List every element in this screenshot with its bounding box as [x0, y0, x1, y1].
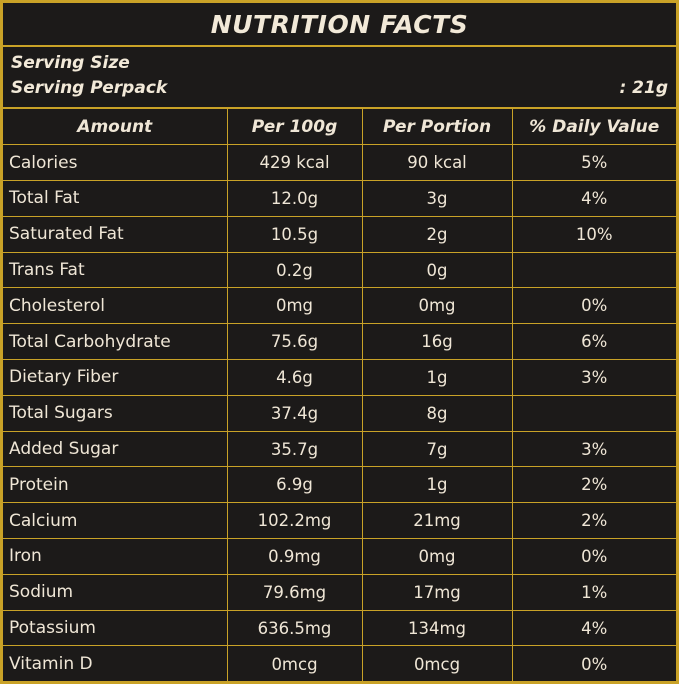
nutrient-daily-value: 1%	[512, 574, 676, 610]
nutrient-daily-value: 0%	[512, 646, 676, 682]
table-row	[3, 431, 676, 467]
nutrient-per-100g: 0mcg	[227, 646, 362, 682]
nutrient-per-100g: 6.9g	[227, 467, 362, 503]
nutrient-daily-value	[512, 395, 676, 431]
serving-info	[3, 47, 676, 109]
nutrient-name: Saturated Fat	[3, 216, 227, 252]
serving-perpack-value: : 21g	[619, 78, 668, 98]
column-header-per-portion: Per Portion	[362, 109, 512, 145]
nutrient-per-portion: 1g	[362, 360, 512, 396]
table-row	[3, 288, 676, 324]
serving-size-label: Serving Size	[11, 53, 130, 73]
nutrient-per-100g: 102.2mg	[227, 503, 362, 539]
nutrient-name: Total Fat	[3, 181, 227, 217]
table-row	[3, 646, 676, 682]
nutrient-per-portion: 3g	[362, 181, 512, 217]
nutrient-name: Dietary Fiber	[3, 360, 227, 396]
nutrient-per-portion: 90 kcal	[362, 145, 512, 181]
table-header	[3, 109, 676, 145]
table-row	[3, 467, 676, 503]
nutrient-name: Added Sugar	[3, 431, 227, 467]
nutrient-name: Potassium	[3, 610, 227, 646]
column-header-per-100g: Per 100g	[227, 109, 362, 145]
nutrient-per-portion: 0g	[362, 252, 512, 288]
panel-title-row	[3, 3, 676, 47]
nutrient-per-100g: 37.4g	[227, 395, 362, 431]
nutrient-daily-value: 3%	[512, 431, 676, 467]
nutrient-per-portion: 17mg	[362, 574, 512, 610]
nutrient-daily-value: 3%	[512, 360, 676, 396]
serving-size-row	[11, 51, 668, 76]
nutrient-per-100g: 4.6g	[227, 360, 362, 396]
table-row	[3, 539, 676, 575]
nutrient-per-portion: 16g	[362, 324, 512, 360]
nutrient-per-100g: 10.5g	[227, 216, 362, 252]
nutrient-name: Iron	[3, 539, 227, 575]
column-header-amount: Amount	[3, 109, 227, 145]
nutrient-per-portion: 2g	[362, 216, 512, 252]
nutrient-daily-value: 0%	[512, 539, 676, 575]
nutrient-daily-value: 0%	[512, 288, 676, 324]
table-row	[3, 360, 676, 396]
nutrient-daily-value: 5%	[512, 145, 676, 181]
nutrient-daily-value: 4%	[512, 610, 676, 646]
nutrient-per-100g: 429 kcal	[227, 145, 362, 181]
nutrient-name: Trans Fat	[3, 252, 227, 288]
table-row	[3, 503, 676, 539]
nutrient-per-portion: 8g	[362, 395, 512, 431]
table-header-row	[3, 109, 676, 145]
nutrient-daily-value: 2%	[512, 467, 676, 503]
nutrient-per-portion: 0mcg	[362, 646, 512, 682]
column-header-daily-value: % Daily Value	[512, 109, 676, 145]
nutrient-per-100g: 0.2g	[227, 252, 362, 288]
table-row	[3, 181, 676, 217]
nutrient-per-portion: 0mg	[362, 539, 512, 575]
table-row	[3, 216, 676, 252]
nutrient-name: Calories	[3, 145, 227, 181]
nutrient-per-portion: 1g	[362, 467, 512, 503]
serving-perpack-label: Serving Perpack	[11, 78, 168, 98]
nutrient-daily-value	[512, 252, 676, 288]
table-row	[3, 610, 676, 646]
nutrient-per-100g: 0mg	[227, 288, 362, 324]
nutrient-per-portion: 21mg	[362, 503, 512, 539]
nutrient-name: Sodium	[3, 574, 227, 610]
nutrient-name: Cholesterol	[3, 288, 227, 324]
nutrient-per-100g: 79.6mg	[227, 574, 362, 610]
table-row	[3, 395, 676, 431]
nutrient-name: Vitamin D	[3, 646, 227, 682]
nutrient-daily-value: 10%	[512, 216, 676, 252]
nutrient-per-portion: 0mg	[362, 288, 512, 324]
nutrient-name: Calcium	[3, 503, 227, 539]
nutrient-per-portion: 134mg	[362, 610, 512, 646]
table-row	[3, 252, 676, 288]
nutrient-daily-value: 6%	[512, 324, 676, 360]
nutrient-daily-value: 2%	[512, 503, 676, 539]
nutrient-per-100g: 12.0g	[227, 181, 362, 217]
nutrient-per-100g: 636.5mg	[227, 610, 362, 646]
table-row	[3, 145, 676, 181]
nutrient-daily-value: 4%	[512, 181, 676, 217]
nutrient-per-100g: 75.6g	[227, 324, 362, 360]
table-row	[3, 574, 676, 610]
nutrient-name: Total Sugars	[3, 395, 227, 431]
nutrient-per-portion: 7g	[362, 431, 512, 467]
nutrient-per-100g: 0.9mg	[227, 539, 362, 575]
nutrient-name: Protein	[3, 467, 227, 503]
table-row	[3, 324, 676, 360]
serving-perpack-row	[11, 76, 668, 101]
nutrition-table	[3, 109, 676, 682]
nutrient-per-100g: 35.7g	[227, 431, 362, 467]
table-body	[3, 145, 676, 682]
page-title: NUTRITION FACTS	[210, 9, 469, 39]
nutrient-name: Total Carbohydrate	[3, 324, 227, 360]
